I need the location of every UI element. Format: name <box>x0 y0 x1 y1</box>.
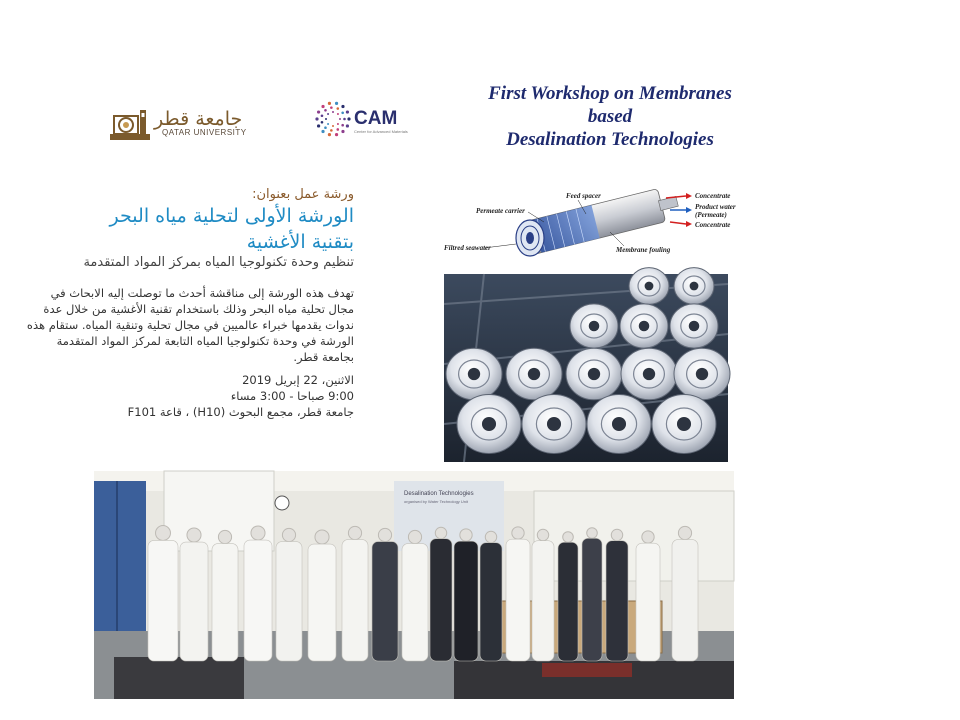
cam-logo-text: CAM <box>354 108 398 129</box>
projection-title: Desalination Technologies <box>404 491 474 497</box>
arabic-description: تهدف هذه الورشة إلى مناقشة أحدث ما توصلت إليه الابحاث في مجال تحلية مياه البحر وذلك باستخدام تقنية الأغشية من خلال عدة ندوات يقدمها خبراء عالميين في مجال تحلية وتنقية المياه. ستقام هذه الورشة في وحدة تكنولوجيا المياه التابعة لمركز المواد المتقدمة بجامعة قطر. <box>26 286 354 364</box>
qatar-university-logo <box>110 106 260 142</box>
cam-logo-subtitle: Center for Advanced Materials <box>354 129 408 134</box>
arabic-title-line-2: بتقنية الأغشية <box>246 231 354 253</box>
label-feed-spacer: Feed spacer <box>566 192 601 200</box>
arabic-intro: ورشة عمل بعنوان: <box>252 187 354 202</box>
arabic-organizer: تنظيم وحدة تكنولوجيا المياه بمركز المواد المتقدمة <box>83 255 354 270</box>
membrane-modules-photo <box>444 274 728 462</box>
event-time: 9:00 صباحا - 3:00 مساء <box>230 389 354 403</box>
label-filtered-seawater: Filtred seawater <box>444 244 491 252</box>
workshop-group-photo <box>94 471 734 699</box>
label-concentrate-top: Concentrate <box>695 192 731 200</box>
event-location: جامعة قطر، مجمع البحوث (H10) ، قاعة F101 <box>127 405 354 419</box>
event-date: الاثنين، 22 إبريل 2019 <box>242 373 354 387</box>
label-membrane-fouling: Membrane fouling <box>616 246 671 254</box>
label-concentrate-bottom: Concentrate <box>695 221 731 229</box>
english-title-line-3: Desalination Technologies <box>506 129 714 150</box>
english-title-line-2: based <box>587 106 633 127</box>
qatar-university-emblem-icon <box>110 108 150 140</box>
cam-logo <box>314 100 414 140</box>
qatar-university-english-name: QATAR UNIVERSITY <box>162 128 247 137</box>
english-title-line-1: First Workshop on Membranes <box>488 83 732 104</box>
label-permeate-carrier: Permeate carrier <box>476 207 525 215</box>
label-permeate: (Permeate) <box>695 211 727 219</box>
arabic-title-line-1: الورشة الأولى لتحلية مياه البحر <box>109 205 354 227</box>
cam-dot-ring-icon <box>314 100 352 138</box>
english-title <box>440 82 780 151</box>
membrane-module-diagram <box>440 188 736 260</box>
projection-subtitle: organised by Water Technology Unit <box>404 499 469 504</box>
label-product-water: Product water <box>695 203 736 211</box>
qatar-university-arabic-name: جامعة قطر <box>154 108 243 130</box>
